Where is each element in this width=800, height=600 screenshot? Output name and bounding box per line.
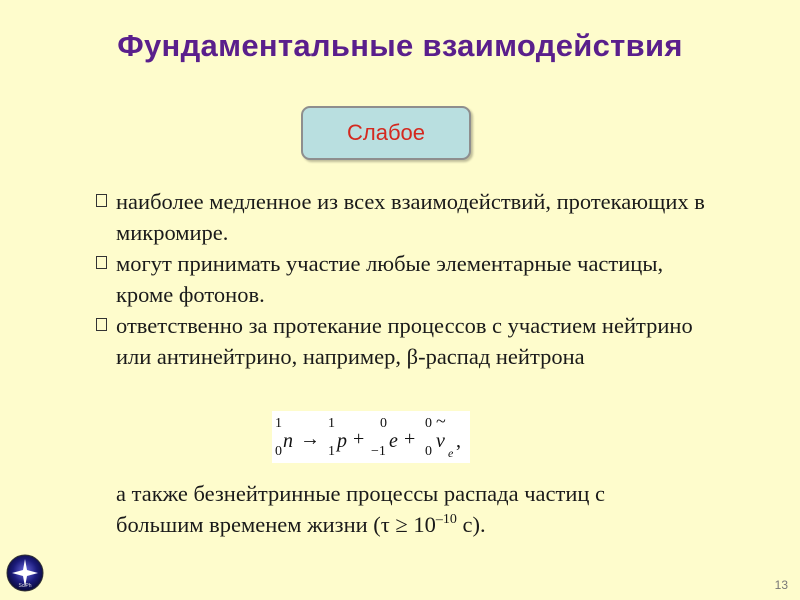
formula-end-comma: , xyxy=(456,430,461,452)
formula-n-charge: 0 xyxy=(275,444,282,459)
formula-arrow: → xyxy=(300,428,320,450)
formula-nu-symbol: v xyxy=(436,430,445,452)
bullet-item xyxy=(96,310,716,372)
bullet-square-icon xyxy=(96,256,107,269)
closing-line-1: а также безнейтринные процессы распада частиц с xyxy=(116,481,606,506)
interaction-type-badge: Слабое xyxy=(301,106,471,160)
formula-p-symbol: p xyxy=(337,430,347,452)
logo-text: SciPh xyxy=(18,583,32,589)
closing-line-2 xyxy=(116,509,716,540)
bullet-text: наиболее медленное из всех взаимодействий, протекающих в микромире. xyxy=(116,189,705,245)
lifetime-exponent: –10 xyxy=(435,512,457,527)
bullet-square-icon xyxy=(96,194,107,207)
bullet-text: ответственно за протекание процессов с участием нейтрино или антинейтрино, например, β-распад нейтрона xyxy=(116,313,693,369)
formula-e-mass: 0 xyxy=(380,416,387,431)
formula-p-charge: 1 xyxy=(328,444,335,459)
formula-p-mass: 1 xyxy=(328,416,335,431)
formula-e-charge: −1 xyxy=(371,444,386,459)
formula-n-symbol: n xyxy=(283,430,293,452)
bullet-item xyxy=(96,186,716,248)
formula-n-mass: 1 xyxy=(275,416,282,431)
bullet-square-icon xyxy=(96,318,107,331)
bullet-list xyxy=(96,186,716,372)
formula-nu-charge: 0 xyxy=(425,444,432,459)
formula-nu-subscript: e xyxy=(448,446,454,460)
closing-line-2-end: с). xyxy=(456,512,486,537)
page-number: 13 xyxy=(774,578,788,592)
formula-plus: + xyxy=(404,428,416,450)
bullet-item xyxy=(96,248,716,310)
beta-decay-formula xyxy=(272,411,470,463)
closing-paragraph xyxy=(116,478,716,540)
slide-title: Фундаментальные взаимодействия xyxy=(117,28,683,63)
formula-e-symbol: e xyxy=(389,430,398,452)
bullet-text: могут принимать участие любые элементарные частицы, кроме фотонов. xyxy=(116,251,664,307)
formula-nu-mass: 0 xyxy=(425,416,432,431)
formula-plus: + xyxy=(353,428,365,450)
formula-antiparticle-tilde: ~ xyxy=(436,411,446,431)
closing-line-2-text: большим временем жизни (τ ≥ 10 xyxy=(116,512,436,537)
scipho-logo xyxy=(6,554,44,592)
